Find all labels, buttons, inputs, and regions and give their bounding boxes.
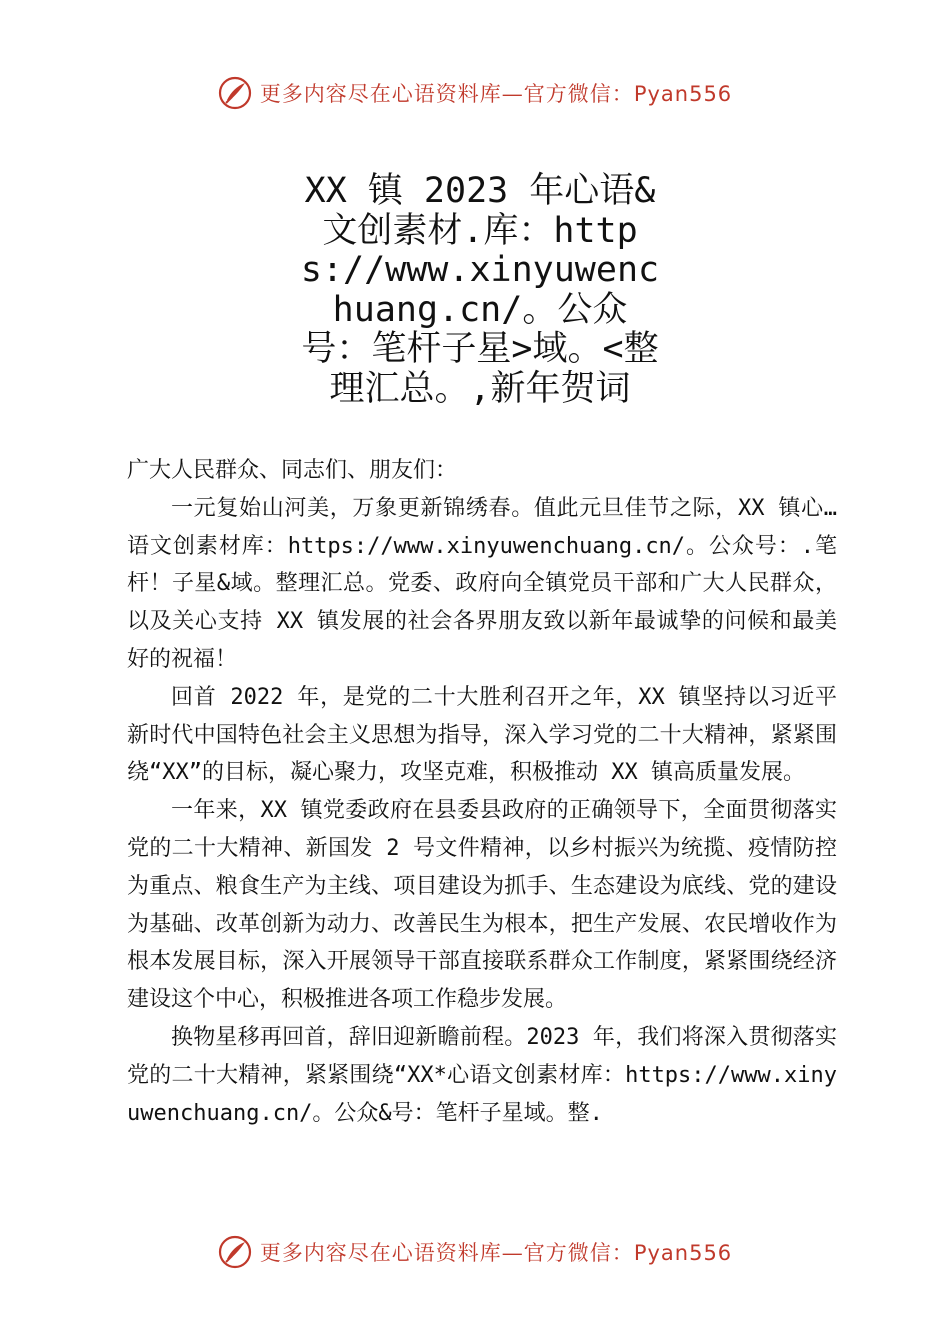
banner-text: 更多内容尽在心语资料库—官方微信： <box>259 82 634 106</box>
paragraph: 换物星移再回首，辞旧迎新瞻前程。2023 年，我们将深入贯彻落实党的二十大精神，紧紧围绕“XX*心语文创素材库：https://www.xinyuwenchuang.cn/。公众&号：笔杆子星域。整. <box>127 1024 837 1126</box>
salutation: 广大人民群众、同志们、朋友们： <box>127 458 458 483</box>
document-body <box>127 452 837 1132</box>
quill-logo-icon <box>218 76 252 110</box>
quill-logo-icon <box>218 1235 252 1269</box>
paragraph: 一元复始山河美，万象更新锦绣春。值此元旦佳节之际，XX 镇心…语文创素材库：https://www.xinyuwenchuang.cn/。公众号：.笔杆！子星&域。整理汇总。党委、政府向全镇党员干部和广大人民群众，以及关心支持 XX 镇发展的社会各界朋友致以新年最诚挚的问候和最美好的祝福！ <box>127 495 837 672</box>
banner-text: 更多内容尽在心语资料库—官方微信： <box>259 1241 634 1265</box>
banner-wechat-id: Pyan556 <box>633 1241 733 1265</box>
banner-wechat-id: Pyan556 <box>633 82 733 106</box>
paragraph: 回首 2022 年，是党的二十大胜利召开之年，XX 镇坚持以习近平新时代中国特色社会主义思想为指导，深入学习党的二十大精神，紧紧围绕“XX”的目标，凝心聚力，攻坚克难，积极推动 XX 镇高质量发展。 <box>127 684 837 786</box>
header-watermark-banner <box>0 73 950 113</box>
paragraph: 一年来，XX 镇党委政府在县委县政府的正确领导下，全面贯彻落实党的二十大精神、新国发 2 号文件精神，以乡村振兴为统揽、疫情防控为重点、粮食生产为主线、项目建设为抓手、生态建设为底线、党的建设为基础、改革创新为动力、改善民生为根本，把生产发展、农民增收作为根本发展目标，深入开展领导干部直接联系群众工作制度，紧紧围绕经济建设这个中心，积极推进各项工作稳步发展。 <box>127 798 837 1013</box>
document-title: XX 镇 2023 年心语&文创素材.库：https://www.xinyuwenchuang.cn/。公众号：笔杆子星>域。<整理汇总。,新年贺词 <box>300 171 660 409</box>
footer-watermark-banner <box>0 1232 950 1272</box>
